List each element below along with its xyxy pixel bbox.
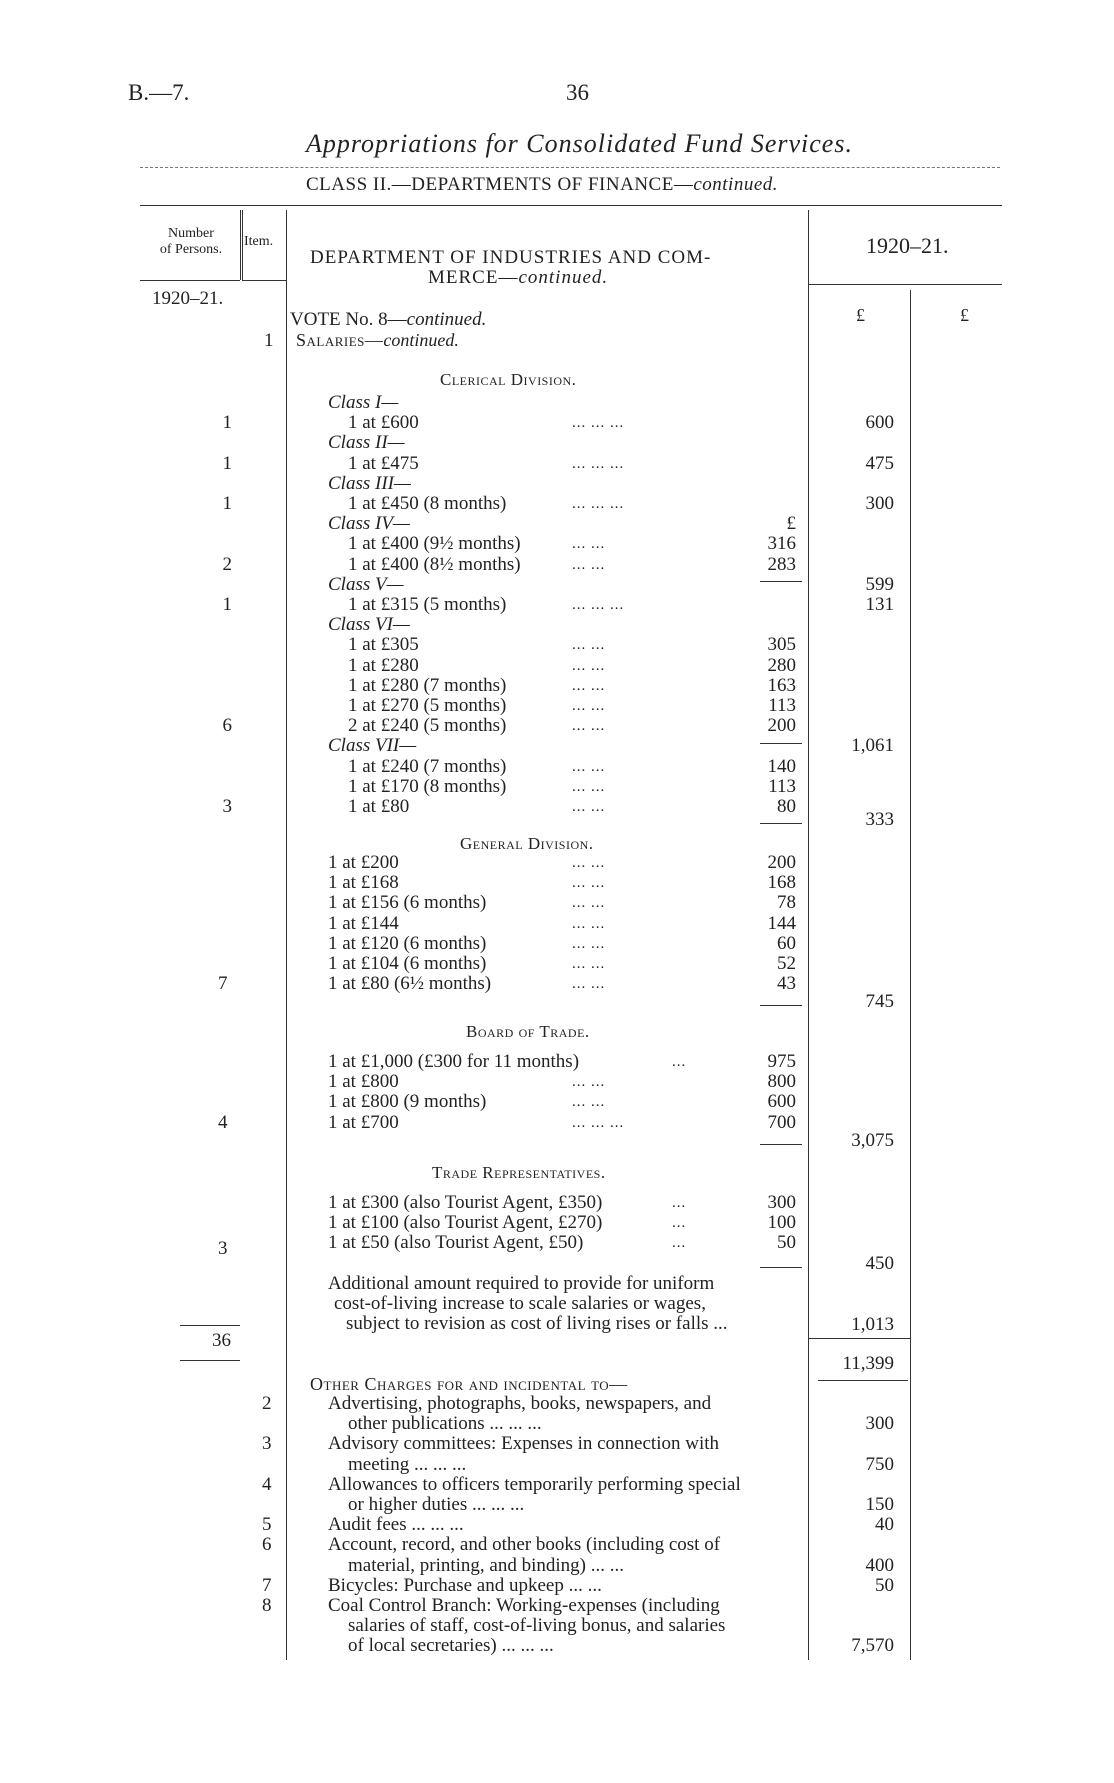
class-label: Class I—	[328, 392, 399, 413]
salaries-label	[296, 330, 459, 351]
persons-count: 1	[222, 412, 232, 433]
item-number: 6	[262, 1534, 272, 1555]
general-rate-line: 1 at £120 (6 months)	[328, 933, 487, 954]
board-rate-line: 1 at £700	[328, 1112, 399, 1133]
additional-amount-text	[328, 1274, 728, 1334]
class-label: Class VI—	[328, 614, 410, 635]
leader-dots: ... ...	[572, 895, 606, 911]
salaries-total: 11,399	[842, 1353, 894, 1374]
leader-dots: ... ...	[572, 698, 606, 714]
charge-amount: 50	[875, 1575, 894, 1596]
amount-total: 1,061	[851, 735, 894, 756]
class-heading	[306, 174, 778, 196]
board-rate-line: 1 at £800 (9 months)	[328, 1091, 487, 1112]
leader-dots: ... ...	[572, 799, 606, 815]
class-label: Class V—	[328, 574, 404, 595]
charge-amount: 750	[865, 1454, 894, 1475]
leader-dots: ... ...	[572, 557, 606, 573]
item-number: 2	[262, 1393, 272, 1414]
rate-line: 1 at £80	[348, 796, 410, 817]
inner-amount: 200	[767, 715, 796, 736]
persons-col-header	[140, 226, 242, 258]
charge-description-line: Coal Control Branch: Working-expenses (including	[328, 1595, 720, 1616]
charge-description-line: Advertising, photographs, books, newspapers, and	[328, 1393, 712, 1414]
item-number-salaries: 1	[264, 330, 274, 351]
leader-dots: ... ... ...	[572, 456, 625, 472]
inner-amount: 200	[767, 852, 796, 873]
rate-line: 1 at £400 (8½ months)	[348, 554, 521, 575]
persons-header-line2: of Persons.	[159, 242, 223, 257]
additional-line3: subject to revision as cost of living rises or falls ...	[346, 1313, 728, 1334]
additional-line1: Additional amount required to provide for uniform	[328, 1273, 715, 1294]
persons-total-rule-top	[180, 1325, 240, 1326]
rate-line: 1 at £240 (7 months)	[348, 756, 507, 777]
leader-dots: ... ... ...	[572, 597, 625, 613]
vote-continued: continued.	[406, 309, 487, 330]
item-col-divider	[286, 210, 287, 1660]
charge-description-line: Account, record, and other books (including cost of	[328, 1534, 721, 1555]
inner-amount: 300	[767, 1192, 796, 1213]
page-title: Appropriations for Consolidated Fund Services.	[306, 129, 853, 158]
leader-dots: ... ...	[572, 658, 606, 674]
sum-rule-class6	[760, 743, 802, 744]
inner-amount: 113	[768, 695, 796, 716]
sum-rule-board	[760, 1144, 802, 1145]
item-col-divider-left	[242, 210, 243, 280]
additional-total: 1,013	[851, 1314, 894, 1335]
rate-line: 1 at £305	[348, 634, 419, 655]
charge-description-line: salaries of staff, cost-of-living bonus, and salaries	[348, 1615, 726, 1636]
leader-dots: ... ...	[572, 875, 606, 891]
rate-line: 1 at £270 (5 months)	[348, 695, 507, 716]
amount-col-divider	[808, 210, 809, 1660]
leader-dots: ... ...	[572, 936, 606, 952]
general-rate-line: 1 at £80 (6½ months)	[328, 973, 492, 994]
persons-count: 6	[222, 715, 232, 736]
item-col-header: Item.	[244, 234, 274, 249]
inner-amount: 144	[767, 913, 796, 934]
salaries-total-rule-bottom	[818, 1380, 908, 1381]
header-top-rule	[140, 205, 1002, 206]
class-label: Class II—	[328, 432, 405, 453]
amount-header-rule	[808, 284, 1002, 285]
persons-count: 1	[222, 493, 232, 514]
page-reference: B.—7.	[128, 80, 190, 105]
salaries-continued: continued.	[383, 330, 459, 350]
leader-dots: ... ...	[572, 855, 606, 871]
sum-rule-class7	[760, 823, 802, 824]
leader-dots: ... ...	[572, 1094, 606, 1110]
leader-dots: ...	[672, 1054, 687, 1070]
inner-amount: 280	[767, 655, 796, 676]
leader-dots: ... ...	[572, 976, 606, 992]
rate-line: 1 at £315 (5 months)	[348, 594, 507, 615]
rate-line: 1 at £400 (9½ months)	[348, 533, 521, 554]
board-total: 3,075	[851, 1130, 894, 1151]
board-rate-line: 1 at £1,000 (£300 for 11 months)	[328, 1051, 580, 1072]
amount-total: 300	[865, 493, 894, 514]
department-heading-line1: DEPARTMENT OF INDUSTRIES AND COM-	[310, 247, 712, 268]
rate-line: 2 at £240 (5 months)	[348, 715, 507, 736]
rate-line: 1 at £280	[348, 655, 419, 676]
inner-amount: 316	[767, 533, 796, 554]
inner-amount: 100	[767, 1212, 796, 1233]
other-charges-heading-text: Other Charges for and incidental to—	[310, 1374, 628, 1394]
general-rate-line: 1 at £168	[328, 872, 399, 893]
leader-dots: ...	[672, 1235, 687, 1251]
item-number: 7	[262, 1575, 272, 1596]
trade-representatives-heading: Trade Representatives.	[432, 1163, 606, 1182]
vote-label-text: VOTE No. 8—	[290, 309, 407, 330]
persons-count: 1	[222, 594, 232, 615]
leader-dots: ... ... ...	[572, 415, 625, 431]
sum-rule-class4	[760, 581, 802, 582]
charge-description-line: of local secretaries) ... ... ...	[348, 1635, 554, 1656]
item-header-rule	[242, 280, 286, 281]
vote-label	[290, 309, 486, 331]
amount-total: 599	[865, 574, 894, 595]
inner-amount: 283	[767, 554, 796, 575]
trade-total: 450	[865, 1253, 894, 1274]
clerical-subtotal: 333	[865, 809, 894, 830]
rate-line: 1 at £475	[348, 453, 419, 474]
charge-amount: 7,570	[851, 1635, 894, 1656]
inner-amount: 700	[767, 1112, 796, 1133]
persons-header-line1: Number	[168, 226, 214, 241]
inner-amount: 50	[777, 1232, 796, 1253]
item-number: 4	[262, 1474, 272, 1495]
salaries-label-text: Salaries—	[296, 330, 384, 350]
general-division-heading: General Division.	[460, 834, 594, 853]
leader-dots: ... ...	[572, 779, 606, 795]
inner-amount: 168	[767, 872, 796, 893]
year-header-amount: 1920–21.	[866, 233, 949, 258]
class-label: Class III—	[328, 473, 411, 494]
charge-description-line: Bicycles: Purchase and upkeep ... ...	[328, 1575, 602, 1596]
general-rate-line: 1 at £104 (6 months)	[328, 953, 487, 974]
inner-amount: 975	[767, 1051, 796, 1072]
salaries-total-rule-top	[808, 1338, 910, 1339]
rate-line: 1 at £600	[348, 412, 419, 433]
leader-dots: ... ...	[572, 718, 606, 734]
department-heading-line2-text: MERCE—	[428, 267, 519, 288]
inner-amount: 305	[767, 634, 796, 655]
year-header-persons: 1920–21.	[152, 288, 224, 309]
additional-line2: cost-of-living increase to scale salaries or wages,	[334, 1293, 706, 1314]
other-charges-heading	[310, 1374, 628, 1395]
class-label: Class IV—	[328, 513, 410, 534]
leader-dots: ... ...	[572, 1074, 606, 1090]
general-persons: 7	[218, 973, 228, 994]
inner-amount: £	[786, 513, 796, 534]
class-label: Class VII—	[328, 735, 417, 756]
board-of-trade-heading: Board of Trade.	[466, 1022, 590, 1041]
charge-description-line: meeting ... ... ...	[348, 1454, 467, 1475]
inner-amount: 163	[767, 675, 796, 696]
class-heading-continued: continued.	[693, 174, 779, 195]
trade-rate-line: 1 at £300 (also Tourist Agent, £350)	[328, 1192, 603, 1213]
leader-dots: ... ... ...	[572, 1115, 625, 1131]
inner-amount: 113	[768, 776, 796, 797]
inner-amount: 43	[777, 973, 796, 994]
charge-description-line: or higher duties ... ... ...	[348, 1494, 525, 1515]
inner-amount: 60	[777, 933, 796, 954]
leader-dots: ... ...	[572, 956, 606, 972]
item-number: 3	[262, 1433, 272, 1454]
persons-total: 36	[212, 1330, 231, 1351]
charge-description-line: material, printing, and binding) ... ...	[348, 1555, 624, 1576]
sum-rule-general	[760, 1005, 802, 1006]
inner-amount: 80	[777, 796, 796, 817]
amount-total: 131	[865, 594, 894, 615]
board-persons: 4	[218, 1112, 228, 1133]
leader-dots: ... ...	[572, 916, 606, 932]
inner-amount: 800	[767, 1071, 796, 1092]
charge-amount: 150	[865, 1494, 894, 1515]
charge-description-line: Audit fees ... ... ...	[328, 1514, 464, 1535]
charge-amount: 40	[875, 1514, 894, 1535]
persons-count: 1	[222, 453, 232, 474]
inner-amount: 140	[767, 756, 796, 777]
charge-amount: 300	[865, 1413, 894, 1434]
title-rule	[140, 167, 1000, 168]
amount-total: 600	[865, 412, 894, 433]
inner-amount: 52	[777, 953, 796, 974]
trade-persons: 3	[218, 1238, 228, 1259]
amount-inner-divider	[910, 290, 911, 1660]
charge-description-line: Advisory committees: Expenses in connection with	[328, 1433, 720, 1454]
rate-line: 1 at £450 (8 months)	[348, 493, 507, 514]
department-heading-line2	[310, 268, 711, 288]
item-number: 8	[262, 1595, 272, 1616]
page-number: 36	[566, 80, 589, 105]
rate-line: 1 at £170 (8 months)	[348, 776, 507, 797]
pound-symbol-col1: £	[856, 305, 865, 325]
charge-description-line: Allowances to officers temporarily performing special	[328, 1474, 741, 1495]
amount-total: 475	[865, 453, 894, 474]
sum-rule-trade	[760, 1267, 802, 1268]
general-rate-line: 1 at £156 (6 months)	[328, 892, 487, 913]
persons-count: 2	[222, 554, 232, 575]
leader-dots: ... ...	[572, 678, 606, 694]
leader-dots: ...	[672, 1195, 687, 1211]
leader-dots: ... ...	[572, 637, 606, 653]
leader-dots: ... ...	[572, 536, 606, 552]
rate-line: 1 at £280 (7 months)	[348, 675, 507, 696]
inner-amount: 78	[777, 892, 796, 913]
charge-description-line: other publications ... ... ...	[348, 1413, 542, 1434]
class-heading-text: CLASS II.—DEPARTMENTS OF FINANCE—	[306, 174, 694, 195]
trade-rate-line: 1 at £50 (also Tourist Agent, £50)	[328, 1232, 584, 1253]
leader-dots: ...	[672, 1215, 687, 1231]
leader-dots: ... ... ...	[572, 496, 625, 512]
persons-total-rule-bottom	[180, 1360, 240, 1361]
department-continued: continued.	[518, 267, 609, 288]
board-rate-line: 1 at £800	[328, 1071, 399, 1092]
charge-amount: 400	[865, 1555, 894, 1576]
clerical-division-heading: Clerical Division.	[440, 370, 577, 389]
item-number: 5	[262, 1514, 272, 1535]
general-rate-line: 1 at £144	[328, 913, 399, 934]
persons-col-divider	[240, 210, 241, 280]
general-total: 745	[865, 991, 894, 1012]
general-rate-line: 1 at £200	[328, 852, 399, 873]
inner-amount: 600	[767, 1091, 796, 1112]
persons-count: 3	[222, 796, 232, 817]
pound-symbol-col2: £	[960, 305, 969, 325]
department-heading	[310, 248, 711, 288]
trade-rate-line: 1 at £100 (also Tourist Agent, £270)	[328, 1212, 603, 1233]
persons-header-rule	[140, 280, 240, 281]
leader-dots: ... ...	[572, 759, 606, 775]
